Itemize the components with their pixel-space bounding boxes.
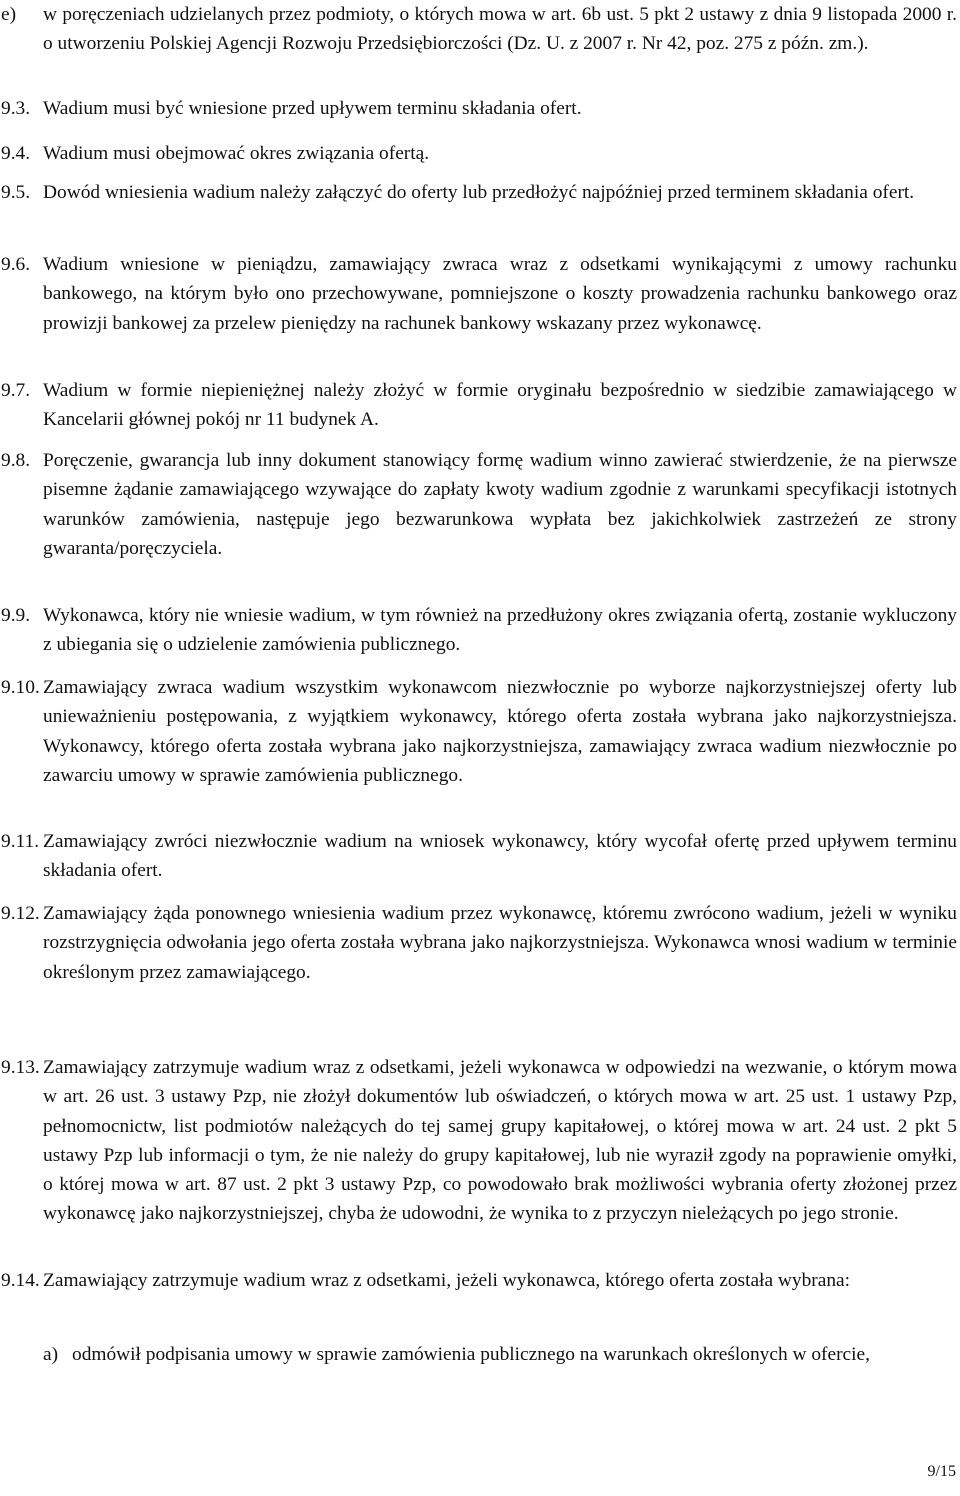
paragraph-item-9-13 bbox=[0, 1053, 960, 1229]
item-text: Wadium musi być wniesione przed upływem terminu składania ofert. bbox=[43, 98, 582, 119]
item-text: Zamawiający zwróci niezwłocznie wadium na wniosek wykonawcy, który wycofał ofertę przed upływem terminu składania ofert. bbox=[43, 831, 957, 882]
item-text: odmówił podpisania umowy w sprawie zamówienia publicznego na warunkach określonych w ofercie, bbox=[72, 1344, 871, 1365]
paragraph-item-9-6 bbox=[0, 250, 960, 338]
item-number: e) bbox=[1, 4, 17, 25]
item-text: Zamawiający zwraca wadium wszystkim wykonawcom niezwłocznie po wyborze najkorzystniejszej oferty lub unieważnieniu postępowania, z wyjątkiem wykonawcy, którego oferta została wybrana jako najkorzystniejsza. Wykonawcy, którego oferta została wybrana jako najkorzystniejsza, zamawiający zwraca wadium niezwłocznie po zawarciu umowy w sprawie zamówienia publicznego. bbox=[43, 677, 957, 786]
item-number: 9.14. bbox=[1, 1270, 40, 1291]
item-text: Zamawiający zatrzymuje wadium wraz z odsetkami, jeżeli wykonawca w odpowiedzi na wezwanie, o którym mowa w art. 26 ust. 3 ustawy Pzp, nie złożył dokumentów lub oświadczeń, o których mowa w art. 25 ust. 1 ustawy Pzp, pełnomocnictw, list podmiotów należących do tej samej grupy kapitałowej, o której mowa w art. 24 ust. 2 pkt 5 ustawy Pzp lub informacji o tym, że nie należy do grupy kapitałowej, lub nie wyraził zgody na poprawienie omyłki, o której mowa w art. 87 ust. 2 pkt 3 ustawy Pzp, co powodowało brak możliwości wybrania oferty złożonej przez wykonawcę jako najkorzystniejszej, chyba że udowodni, że wynika to z przyczyn nieleżących po jego stronie. bbox=[43, 1057, 957, 1225]
item-number: 9.11. bbox=[1, 831, 40, 852]
item-text: Zamawiający zatrzymuje wadium wraz z odsetkami, jeżeli wykonawca, którego oferta została wybrana: bbox=[43, 1270, 851, 1291]
page-number: 9/15 bbox=[927, 1463, 956, 1480]
paragraph-item-9-5 bbox=[0, 178, 960, 207]
paragraph-item-9-14 bbox=[0, 1266, 960, 1295]
item-text: Poręczenie, gwarancja lub inny dokument stanowiący formę wadium winno zawierać stwierdzenie, że na pierwsze pisemne żądanie zamawiającego wzywające do zapłaty kwoty wadium zgodnie z warunkami specyfikacji istotnych warunków zamówienia, następuje jego bezwarunkowa wypłata bez jakichkolwiek zastrzeżeń ze strony gwaranta/poręczyciela. bbox=[43, 450, 957, 559]
item-number: 9.7. bbox=[1, 380, 31, 401]
item-number: 9.6. bbox=[1, 254, 31, 275]
item-text: Wadium wniesione w pieniądzu, zamawiający zwraca wraz z odsetkami wynikającymi z umowy rachunku bankowego, na którym było ono przechowywane, pomniejszone o koszty prowadzenia rachunku bankowego oraz prowizji bankowej za przelew pieniędzy na rachunek bankowy wskazany przez wykonawcę. bbox=[43, 254, 957, 334]
item-number: 9.13. bbox=[1, 1057, 40, 1078]
paragraph-item-9-9 bbox=[0, 601, 960, 660]
paragraph-item-9-12 bbox=[0, 899, 960, 987]
paragraph-item-9-4 bbox=[0, 139, 960, 168]
item-number: 9.9. bbox=[1, 605, 31, 626]
item-number: 9.3. bbox=[1, 98, 31, 119]
item-text: Wadium musi obejmować okres związania ofertą. bbox=[43, 143, 430, 164]
item-text: Wadium w formie niepieniężnej należy złożyć w formie oryginału bezpośrednio w siedzibie zamawiającego w Kancelarii głównej pokój nr 11 budynek A. bbox=[43, 380, 957, 431]
item-number: a) bbox=[43, 1344, 59, 1365]
paragraph-item-e bbox=[0, 0, 960, 59]
paragraph-item-9-10 bbox=[0, 673, 960, 790]
paragraph-item-9-7 bbox=[0, 376, 960, 435]
item-text: Wykonawca, który nie wniesie wadium, w tym również na przedłużony okres związania ofertą, zostanie wykluczony z ubiegania się o udzielenie zamówienia publicznego. bbox=[43, 605, 957, 656]
item-text: Zamawiający żąda ponownego wniesienia wadium przez wykonawcę, któremu zwrócono wadium, jeżeli w wyniku rozstrzygnięcia odwołania jego oferta została wybrana jako najkorzystniejsza. Wykonawca wnosi wadium w terminie określonym przez zamawiającego. bbox=[43, 903, 957, 983]
item-number: 9.12. bbox=[1, 903, 40, 924]
paragraph-item-9-3 bbox=[0, 94, 960, 123]
paragraph-item-9-11 bbox=[0, 827, 960, 886]
paragraph-item-9-8 bbox=[0, 446, 960, 563]
item-text: w poręczeniach udzielanych przez podmioty, o których mowa w art. 6b ust. 5 pkt 2 ustawy z dnia 9 listopada 2000 r. o utworzeniu Polskiej Agencji Rozwoju Przedsiębiorczości (Dz. U. z 2007 r. Nr 42, poz. 275 z późn. zm.). bbox=[43, 4, 957, 55]
item-number: 9.5. bbox=[1, 182, 31, 203]
item-text: Dowód wniesienia wadium należy załączyć do oferty lub przedłożyć najpóźniej przed terminem składania ofert. bbox=[43, 182, 915, 203]
paragraph-item-a bbox=[0, 1340, 960, 1369]
item-number: 9.4. bbox=[1, 143, 31, 164]
item-number: 9.8. bbox=[1, 450, 31, 471]
item-number: 9.10. bbox=[1, 677, 40, 698]
